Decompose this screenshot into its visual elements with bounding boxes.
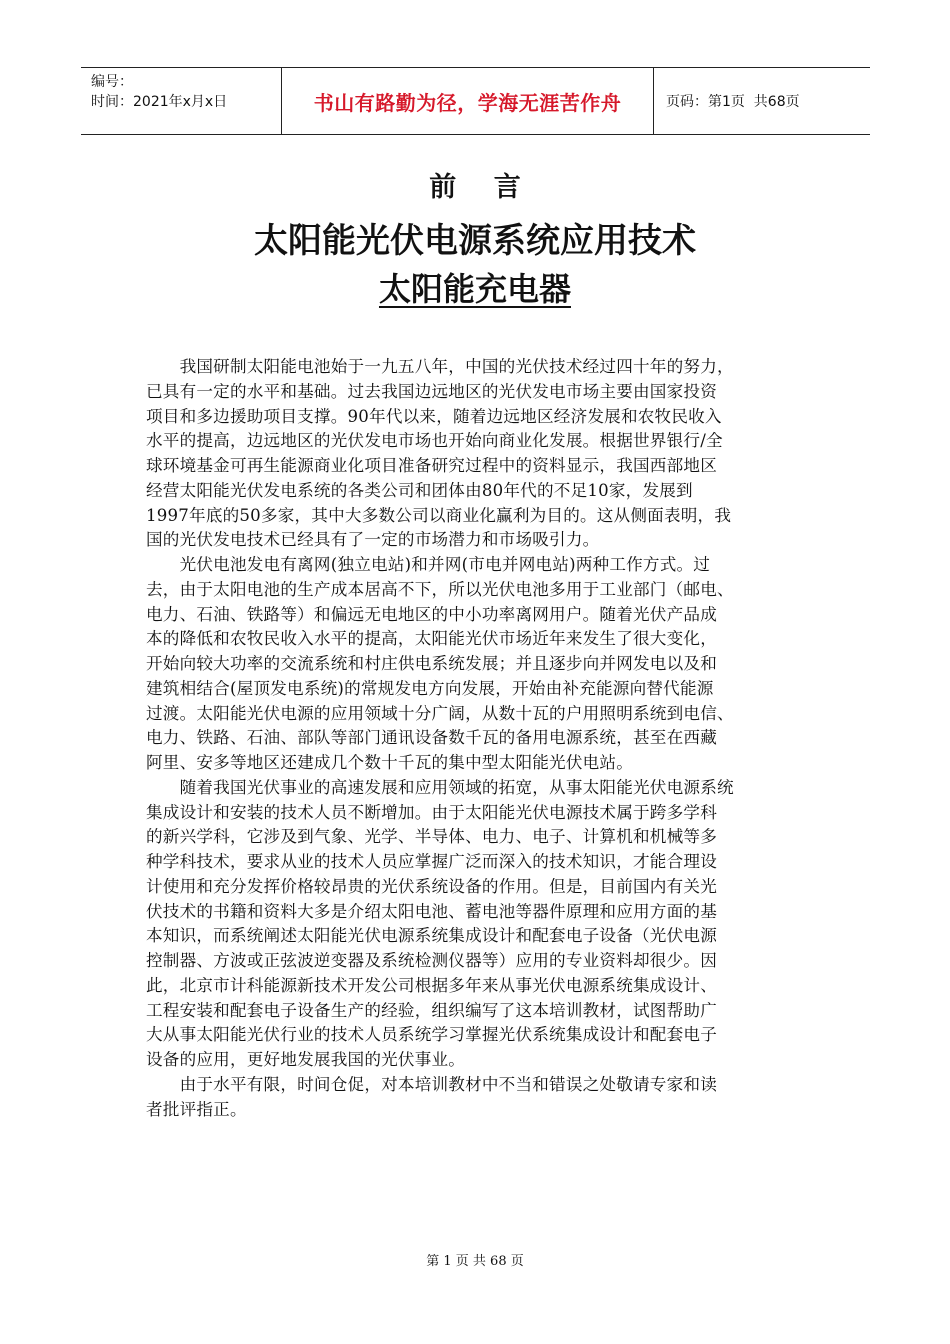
body-line: 者批评指正。	[146, 1099, 247, 1119]
body-line: 本的降低和农牧民收入水平的提高，太阳能光伏市场近年来发生了很大变化，	[146, 629, 717, 649]
header-motto: 书山有路勤为径，学海无涯苦作舟	[282, 68, 654, 134]
body-line: 1997年底的50多家，其中大多数公司以商业化赢利为目的。这从侧面表明，我	[146, 505, 732, 525]
body-line: 伏技术的书籍和资料大多是介绍太阳电池、蓄电池等器件原理和应用方面的基	[146, 901, 717, 921]
body-line: 建筑相结合(屋顶发电系统)的常规发电方向发展，开始由补充能源向替代能源	[146, 678, 714, 698]
body-line: 开始向较大功率的交流系统和村庄供电系统发展；并且逐步向并网发电以及和	[146, 654, 717, 673]
body-line: 集成设计和安装的技术人员不断增加。由于太阳能光伏电源技术属于跨多学科	[146, 802, 717, 822]
body-line: 设备的应用，更好地发展我国的光伏事业。	[146, 1050, 466, 1069]
body-line: 国的光伏发电技术已经具有了一定的市场潜力和市场吸引力。	[146, 530, 600, 550]
body-line: 种学科技术，要求从业的技术人员应掌握广泛而深入的技术知识，才能合理设	[146, 852, 717, 871]
body-line: 电力、铁路、石油、部队等部门通讯设备数千瓦的备用电源系统，甚至在西藏	[146, 728, 717, 748]
body-line: 我国研制太阳能电池始于一九五八年，中国的光伏技术经过四十年的努力，	[146, 357, 734, 376]
body-line: 的新兴学科，它涉及到气象、光学、半导体、电力、电子、计算机和机械等多	[146, 827, 717, 847]
body-line: 阿里、安多等地区还建成几个数十千瓦的集中型太阳能光伏电站。	[146, 753, 634, 772]
body-line: 随着我国光伏事业的高速发展和应用领域的拓宽，从事太阳能光伏电源系统	[146, 777, 734, 797]
body-line: 工程安装和配套电子设备生产的经验，组织编写了这本培训教材，试图帮助广	[146, 1000, 717, 1020]
header-page-number: 页码：第1页 共68页	[666, 94, 800, 110]
document-subtitle-text: 太阳能充电器	[378, 270, 571, 308]
body-line: 此，北京市计科能源新技术开发公司根据多年来从事光伏电源系统集成设计、	[146, 975, 717, 995]
document-subtitle	[0, 264, 950, 310]
body-line: 由于水平有限，时间仓促，对本培训教材中不当和错误之处敬请专家和读	[146, 1074, 717, 1094]
body-line: 经营太阳能光伏发电系统的各类公司和团体由80年代的不足10家，发展到	[146, 480, 693, 500]
body-line: 过渡。太阳能光伏电源的应用领域十分广阔，从数十瓦的户用照明系统到电信、	[146, 703, 734, 723]
document-time-label: 时间：2021年x月x日	[91, 94, 228, 110]
body-line: 电力、石油、铁路等）和偏远无电地区的中小功率离网用户。随着光伏产品成	[146, 604, 717, 624]
preface-heading: 前 言	[429, 172, 521, 203]
body-line: 计使用和充分发挥价格较昂贵的光伏系统设备的作用。但是，目前国内有关光	[146, 876, 717, 896]
header-meta	[81, 68, 282, 134]
document-number-label: 编号：	[91, 74, 133, 90]
body-line: 去，由于太阳电池的生产成本居高不下，所以光伏电池多用于工业部门（邮电、	[146, 579, 734, 599]
body-line: 项目和多边援助项目支撑。90年代以来，随着边远地区经济发展和农牧民收入	[146, 406, 722, 426]
page-header	[81, 67, 870, 135]
page-footer: 第 1 页 共 68 页	[426, 1254, 524, 1269]
body-line: 已具有一定的水平和基础。过去我国边远地区的光伏发电市场主要由国家投资	[146, 381, 717, 401]
body-line: 水平的提高，边远地区的光伏发电市场也开始向商业化发展。根据世界银行/全	[146, 431, 723, 451]
preface-body	[146, 355, 808, 1122]
document-title: 太阳能光伏电源系统应用技术	[254, 221, 696, 261]
body-line: 大从事太阳能光伏行业的技术人员系统学习掌握光伏系统集成设计和配套电子	[146, 1025, 717, 1045]
body-line: 光伏电池发电有离网(独立电站)和并网(市电并网电站)两种工作方式。过	[146, 555, 711, 574]
body-line: 控制器、方波或正弦波逆变器及系统检测仪器等）应用的专业资料却很少。因	[146, 951, 717, 970]
body-line: 球环境基金可再生能源商业化项目准备研究过程中的资料显示，我国西部地区	[146, 456, 717, 475]
body-line: 本知识，而系统阐述太阳能光伏电源系统集成设计和配套电子设备（光伏电源	[146, 926, 717, 946]
